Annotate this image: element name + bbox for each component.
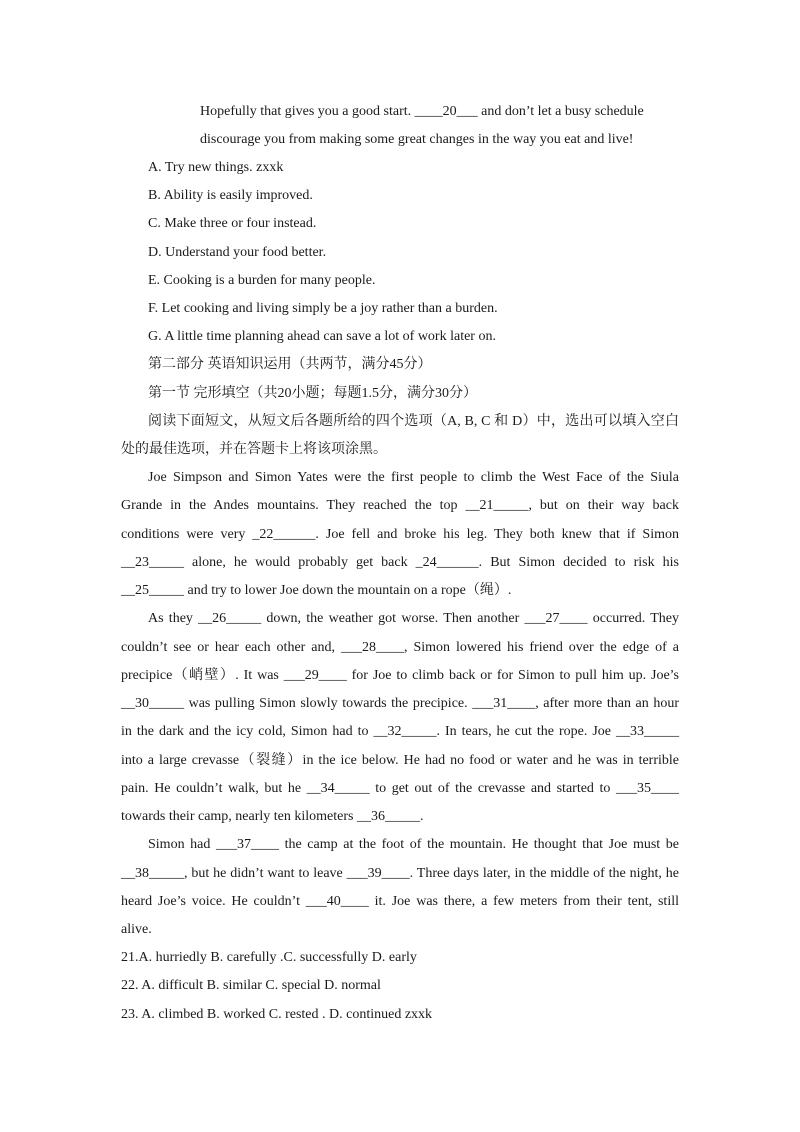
option-d: D. Understand your food better. (148, 245, 327, 260)
intro-line-1: Hopefully that gives you a good start. ____20___ and don’t let a busy schedule (200, 104, 644, 119)
passage-p1-line-2: Grande in the Andes mountains. They reached the top __21_____, but on their way back (121, 498, 679, 513)
instruction-line-1: 阅读下面短文，从短文后各题所给的四个选项（A, B, C 和 D）中，选出可以填入空白 (148, 414, 679, 429)
passage-p2-line-7: pain. He couldn’t walk, but he __34_____ to get out of the crevasse and started to ___35____ (121, 781, 679, 796)
passage-p2-line-3: precipice（峭壁）. It was ___29____ for Joe to climb back or for Simon to pull him up. Joe’s (121, 668, 679, 683)
passage-p3-line-1: Simon had ___37____ the camp at the foot of the mountain. He thought that Joe must be (148, 837, 679, 852)
passage-p1-line-1: Joe Simpson and Simon Yates were the first people to climb the West Face of the Siula (148, 470, 679, 485)
question-23: 23. A. climbed B. worked C. rested . D. continued zxxk (121, 1007, 433, 1022)
option-e: E. Cooking is a burden for many people. (148, 273, 376, 288)
option-b: B. Ability is easily improved. (148, 188, 313, 203)
passage-p2-line-1: As they __26_____ down, the weather got worse. Then another ___27____ occurred. They (148, 611, 679, 626)
option-a: A. Try new things. zxxk (148, 160, 284, 175)
option-g: G. A little time planning ahead can save a lot of work later on. (148, 329, 496, 344)
passage-p3-line-3: heard Joe’s voice. He couldn’t ___40____ it. Joe was there, a few meters from their tent, still (121, 894, 679, 909)
passage-p1-line-3: conditions were very _22______. Joe fell and broke his leg. They both knew that if Simon (121, 527, 679, 542)
question-22: 22. A. difficult B. similar C. special D. normal (121, 978, 381, 993)
section-title: 第一节 完形填空（共20小题；每题1.5分，满分30分） (148, 386, 477, 401)
passage-p2-line-2: couldn’t see or hear each other and, ___28____, Simon lowered his friend over the edge of a (121, 640, 679, 655)
passage-p3-line-2: __38_____, but he didn’t want to leave ___39____. Three days later, in the middle of the night, he (121, 866, 679, 881)
passage-p2-line-6: into a large crevasse（裂缝）in the ice below. He had no food or water and he was in terrible (121, 753, 679, 768)
passage-p1-line-4: __23_____ alone, he would probably get back _24______. But Simon decided to risk his (121, 555, 679, 570)
option-c: C. Make three or four instead. (148, 216, 317, 231)
passage-p2-line-8: towards their camp, nearly ten kilometers __36_____. (121, 809, 424, 824)
passage-p3-line-4: alive. (121, 922, 152, 937)
passage-p2-line-5: in the dark and the icy cold, Simon had to __32_____. In tears, he cut the rope. Joe __33_____ (121, 724, 679, 739)
option-f: F. Let cooking and living simply be a joy rather than a burden. (148, 301, 498, 316)
part-title: 第二部分 英语知识运用（共两节，满分45分） (148, 357, 432, 372)
question-21: 21.A. hurriedly B. carefully .C. successfully D. early (121, 950, 417, 965)
passage-p1-line-5: __25_____ and try to lower Joe down the mountain on a rope（绳）. (121, 583, 512, 598)
passage-p2-line-4: __30_____ was pulling Simon slowly towards the precipice. ___31____, after more than an hour (121, 696, 679, 711)
intro-line-2: discourage you from making some great changes in the way you eat and live! (200, 132, 634, 147)
instruction-line-2: 处的最佳选项，并在答题卡上将该项涂黑。 (121, 442, 387, 457)
